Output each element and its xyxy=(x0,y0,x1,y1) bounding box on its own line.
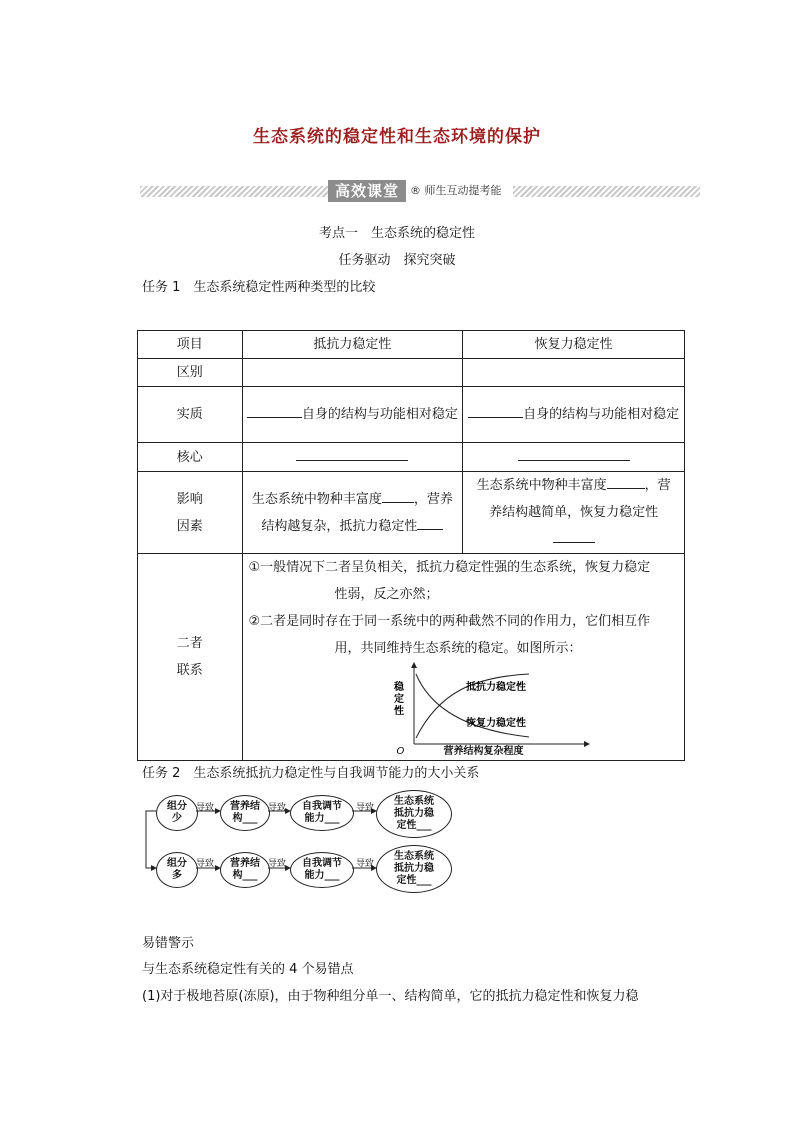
section-heading: 考点一 生态系统的稳定性 xyxy=(318,226,475,241)
flow-arrow-label: 导致 xyxy=(356,803,375,813)
task1-heading: 任务 1 生态系统稳定性两种类型的比较 xyxy=(142,280,376,295)
table-row xyxy=(138,331,685,359)
page-title: 生态系统的稳定性和生态环境的保护 xyxy=(253,127,541,147)
table-row xyxy=(138,443,685,472)
table-cell: 生态系统中物种丰富度 ，营 养结构越简单，恢复力稳定性 xyxy=(463,472,685,554)
table-row xyxy=(138,554,685,761)
table-cell: 生态系统中物种丰富度 ，营养 结构越复杂，抵抗力稳定性 xyxy=(242,472,463,554)
answer-blank xyxy=(468,403,523,418)
table-row xyxy=(138,359,685,387)
banner-sub: ® 师生互动提考能 xyxy=(410,184,502,197)
warning-subheading: 与生态系统稳定性有关的 4 个易错点 xyxy=(142,962,354,977)
series-label: 抵抗力稳定性 xyxy=(465,682,526,693)
comparison-table xyxy=(137,330,685,761)
table-cell xyxy=(242,443,463,472)
row-label: 实质 xyxy=(138,387,243,443)
row-label: 二者 联系 xyxy=(138,554,243,761)
row-label: 核心 xyxy=(138,443,243,472)
flow-arrow-label: 导致 xyxy=(196,803,215,813)
table-row xyxy=(138,387,685,443)
table-header-cell: 项目 xyxy=(138,331,243,359)
flow-arrow-label: 导致 xyxy=(268,859,287,869)
banner-main: 高效课堂 xyxy=(328,180,406,202)
answer-blank xyxy=(518,446,630,461)
flow-arrow-label: 导致 xyxy=(196,859,215,869)
x-axis-label: 营养结构复杂程度 xyxy=(443,746,524,757)
answer-blank xyxy=(553,528,595,543)
table-cell xyxy=(463,443,685,472)
answer-blank xyxy=(417,515,443,530)
answer-blank xyxy=(296,446,408,461)
table-cell xyxy=(242,359,463,387)
banner xyxy=(328,180,513,202)
series-label: 恢复力稳定性 xyxy=(465,718,526,729)
answer-blank xyxy=(607,474,645,489)
table-row xyxy=(138,472,685,554)
y-label-char: 稳 xyxy=(393,682,404,693)
y-label-char: 性 xyxy=(393,706,404,717)
table-cell: 自身的结构与功能相对稳定 xyxy=(242,387,463,443)
table-cell: 自身的结构与功能相对稳定 xyxy=(463,387,685,443)
section-subheading: 任务驱动 探究突破 xyxy=(338,253,456,268)
task2-heading: 任务 2 生态系统抵抗力稳定性与自我调节能力的大小关系 xyxy=(142,766,480,781)
flow-node-structure: 营养结 构___ xyxy=(220,795,270,831)
stability-chart xyxy=(394,662,594,752)
flow-node-structure: 营养结 构___ xyxy=(220,852,270,888)
branch-connector xyxy=(146,811,156,868)
flow-node-self-regulation: 自我调节 能力___ xyxy=(290,852,354,888)
warning-heading: 易错警示 xyxy=(142,936,195,951)
flow-node-self-regulation: 自我调节 能力___ xyxy=(290,795,354,831)
answer-blank xyxy=(247,403,302,418)
table-cell xyxy=(463,359,685,387)
y-label-char: 定 xyxy=(393,694,404,705)
table-header-cell: 抵抗力稳定性 xyxy=(242,331,463,359)
flow-node-many-components: 组分 多 xyxy=(156,852,198,888)
warning-item: (1)对于极地苔原(冻原)，由于物种组分单一、结构简单，它的抵抗力稳定性和恢复力稳 xyxy=(142,989,639,1004)
flow-node-few-components: 组分 少 xyxy=(156,795,198,831)
y-axis-arrow xyxy=(411,662,417,668)
x-axis-arrow xyxy=(584,741,590,747)
relation-cell: ①一般情况下二者呈负相关，抵抗力稳定性强的生态系统，恢复力稳定 性弱，反之亦然； ②二者是同时存在于同一系统中的两种截然不同的作用力，它们相互作 用，共同维持生态系统的稳定。如图所示： 稳 定 性 抵抗力稳定性 恢复力稳定性 O 营养结构复杂程度 xyxy=(242,554,685,761)
row-label: 影响 因素 xyxy=(138,472,243,554)
flow-arrow-label: 导致 xyxy=(268,803,287,813)
table-header-cell: 恢复力稳定性 xyxy=(463,331,685,359)
flow-arrow-label: 导致 xyxy=(356,859,375,869)
flow-node-resistance: 生态系统 抵抗力稳 定性___ xyxy=(376,845,452,893)
answer-blank xyxy=(382,488,414,503)
origin-label: O xyxy=(396,746,405,757)
row-label: 区别 xyxy=(138,359,243,387)
flow-node-resistance: 生态系统 抵抗力稳 定性___ xyxy=(376,790,452,838)
